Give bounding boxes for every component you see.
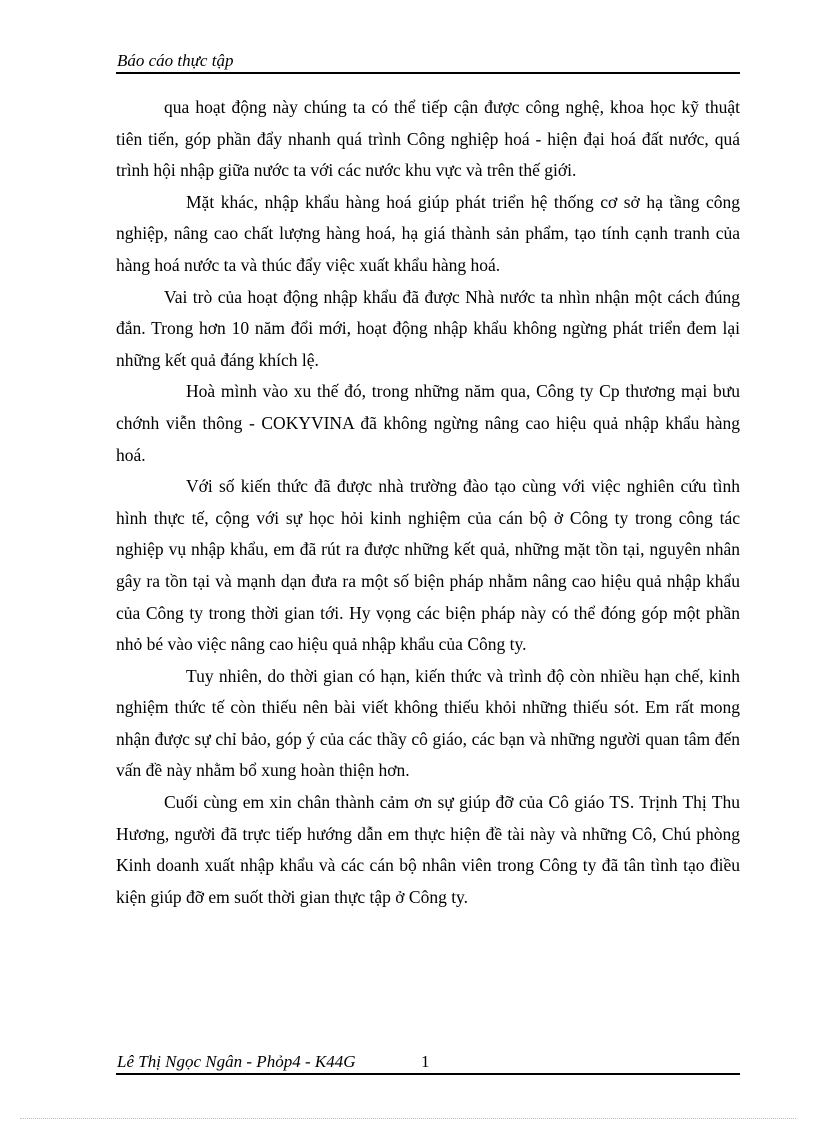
paragraph-7: Cuối cùng em xin chân thành cảm ơn sự giúp đỡ của Cô giáo TS. Trịnh Thị Thu Hương, người đã trực tiếp hướng dẫn em thực hiện đề tài này và những Cô, Chú phòng Kinh doanh xuất nhập khẩu và các cán bộ nhân viên trong Công ty đã tân tình tạo điều kiện giúp đỡ em suốt thời gian thực tập ở Công ty. <box>116 792 740 907</box>
paragraph-1: qua hoạt động này chúng ta có thể tiếp cận được công nghệ, khoa học kỹ thuật tiên tiến, góp phần đẩy nhanh quá trình Công nghiệp hoá - hiện đại hoá đất nước, quá trình hội nhập giữa nước ta với các nước khu vực và trên thế giới. <box>116 97 740 181</box>
page-footer <box>116 1051 740 1075</box>
paragraph-3: Vai trò của hoạt động nhập khẩu đã được Nhà nước ta nhìn nhận một cách đúng đắn. Trong hơn 10 năm đổi mới, hoạt động nhập khẩu không ngừng phát triển đem lại những kết quả đáng khích lệ. <box>116 286 740 370</box>
document-body <box>116 92 740 913</box>
page-edge-divider <box>20 1118 796 1119</box>
page-number: 1 <box>421 1052 430 1071</box>
paragraph-4: Hoà mình vào xu thế đó, trong những năm qua, Công ty Cp thương mại bưu chớnh viễn thông - COKYVINA đã không ngừng nâng cao hiệu quả nhập khẩu hàng hoá. <box>116 381 740 465</box>
report-title: Báo cáo thực tập <box>117 51 234 70</box>
footer-author: Lê Thị Ngọc Ngân - Phỏp4 - K44G <box>117 1052 356 1071</box>
page-header <box>116 46 740 74</box>
paragraph-6: Tuy nhiên, do thời gian có hạn, kiến thức và trình độ còn nhiều hạn chế, kinh nghiệm thức tế còn thiếu nên bài viết không thiếu khỏi những thiếu sót. Em rất mong nhận được sự chỉ bảo, góp ý của các thầy cô giáo, các bạn và những người quan tâm đến vấn đề này nhằm bổ xung hoàn thiện hơn. <box>116 665 740 781</box>
paragraph-5: Với số kiến thức đã được nhà trường đào tạo cùng với việc nghiên cứu tình hình thực tế, cộng với sự học hỏi kinh nghiệm của cán bộ ở Công ty trong công tác nghiệp vụ nhập khẩu, em đã rút ra được những kết quả, những mặt tồn tại, nguyên nhân gây ra tồn tại và mạnh dạn đưa ra một số biện pháp nhằm nâng cao hiệu quả nhập khẩu của Công ty trong thời gian tới. Hy vọng các biện pháp này có thể đóng góp một phần nhỏ bé vào việc nâng cao hiệu quả nhập khẩu của Công ty. <box>116 476 740 655</box>
paragraph-2: Mặt khác, nhập khẩu hàng hoá giúp phát triển hệ thống cơ sở hạ tầng công nghiệp, nâng cao chất lượng hàng hoá, hạ giá thành sản phẩm, tạo tính cạnh tranh của hàng hoá nước ta và thúc đẩy việc xuất khẩu hàng hoá. <box>116 191 740 275</box>
